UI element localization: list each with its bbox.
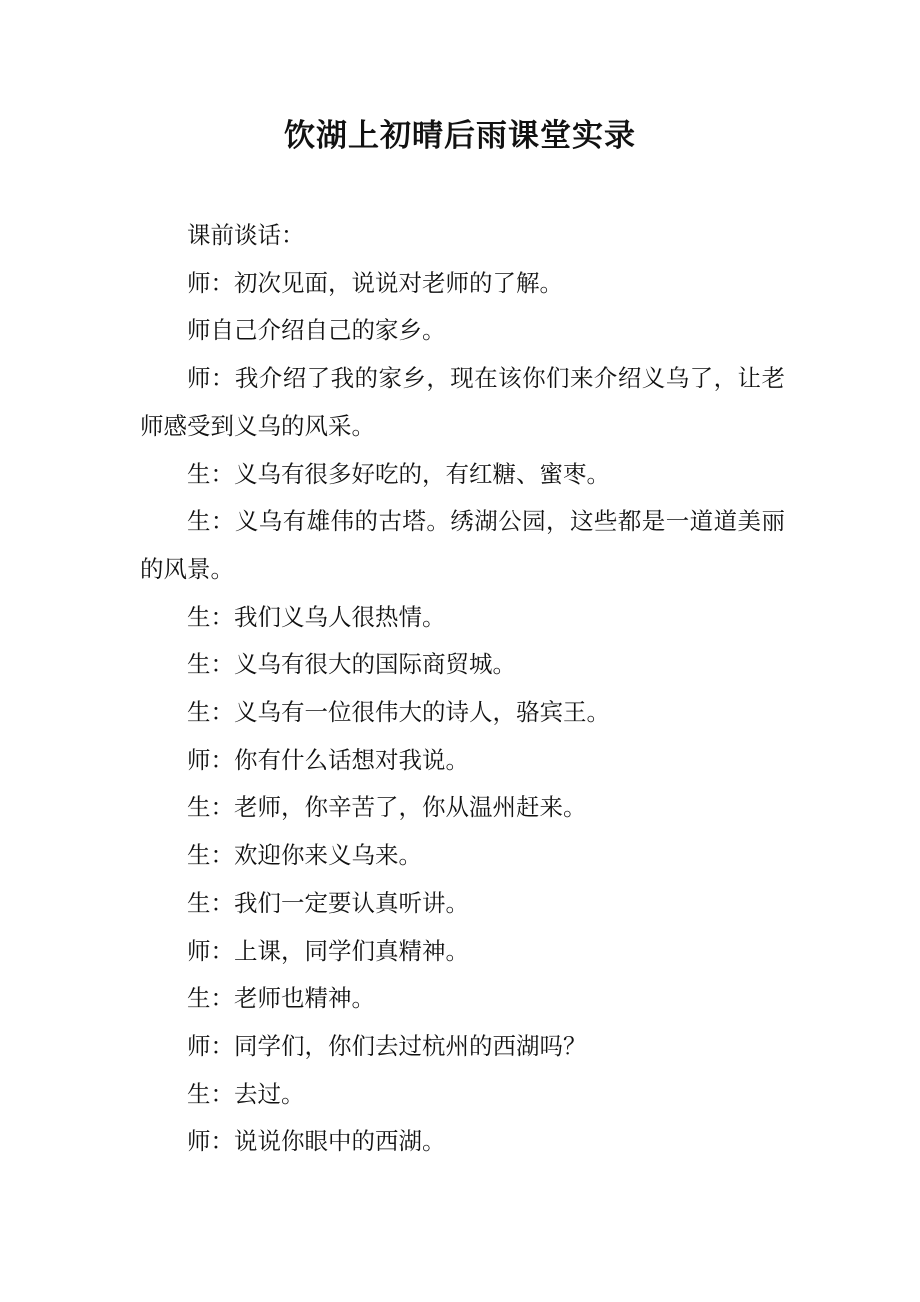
paragraph: 师：同学们，你们去过杭州的西湖吗？ [187,1031,587,1060]
paragraph: 生：义乌有很多好吃的，有红糖、蜜枣。 [187,459,610,488]
paragraph: 生：老师，你辛苦了，你从温州赶来。 [187,793,587,822]
paragraph: 课前谈话： [187,221,305,249]
document-title: 饮湖上初晴后雨课堂实录 [284,118,636,154]
paragraph: 生：老师也精神。 [187,984,375,1013]
paragraph: 师自己介绍自己的家乡。 [187,316,446,345]
paragraph: 生：义乌有一位很伟大的诗人，骆宾王。 [187,698,610,727]
paragraph: 生：我们一定要认真听讲。 [187,888,469,917]
paragraph: 生：去过。 [187,1079,305,1108]
paragraph: 师：上课，同学们真精神。 [187,936,469,965]
document-body [140,212,785,1166]
paragraph: 师：说说你眼中的西湖。 [187,1127,446,1156]
paragraph: 生：欢迎你来义乌来。 [187,841,422,870]
paragraph: 师：初次见面，说说对老师的了解。 [187,268,563,297]
paragraph: 生：义乌有雄伟的古塔。绣湖公园，这些都是一道道美丽的风景。 [140,507,785,583]
paragraph: 师：你有什么话想对我说。 [187,745,469,774]
paragraph: 生：义乌有很大的国际商贸城。 [187,650,516,679]
paragraph: 生：我们义乌人很热情。 [187,602,446,631]
paragraph: 师：我介绍了我的家乡，现在该你们来介绍义乌了，让老师感受到义乌的风采。 [140,364,785,440]
